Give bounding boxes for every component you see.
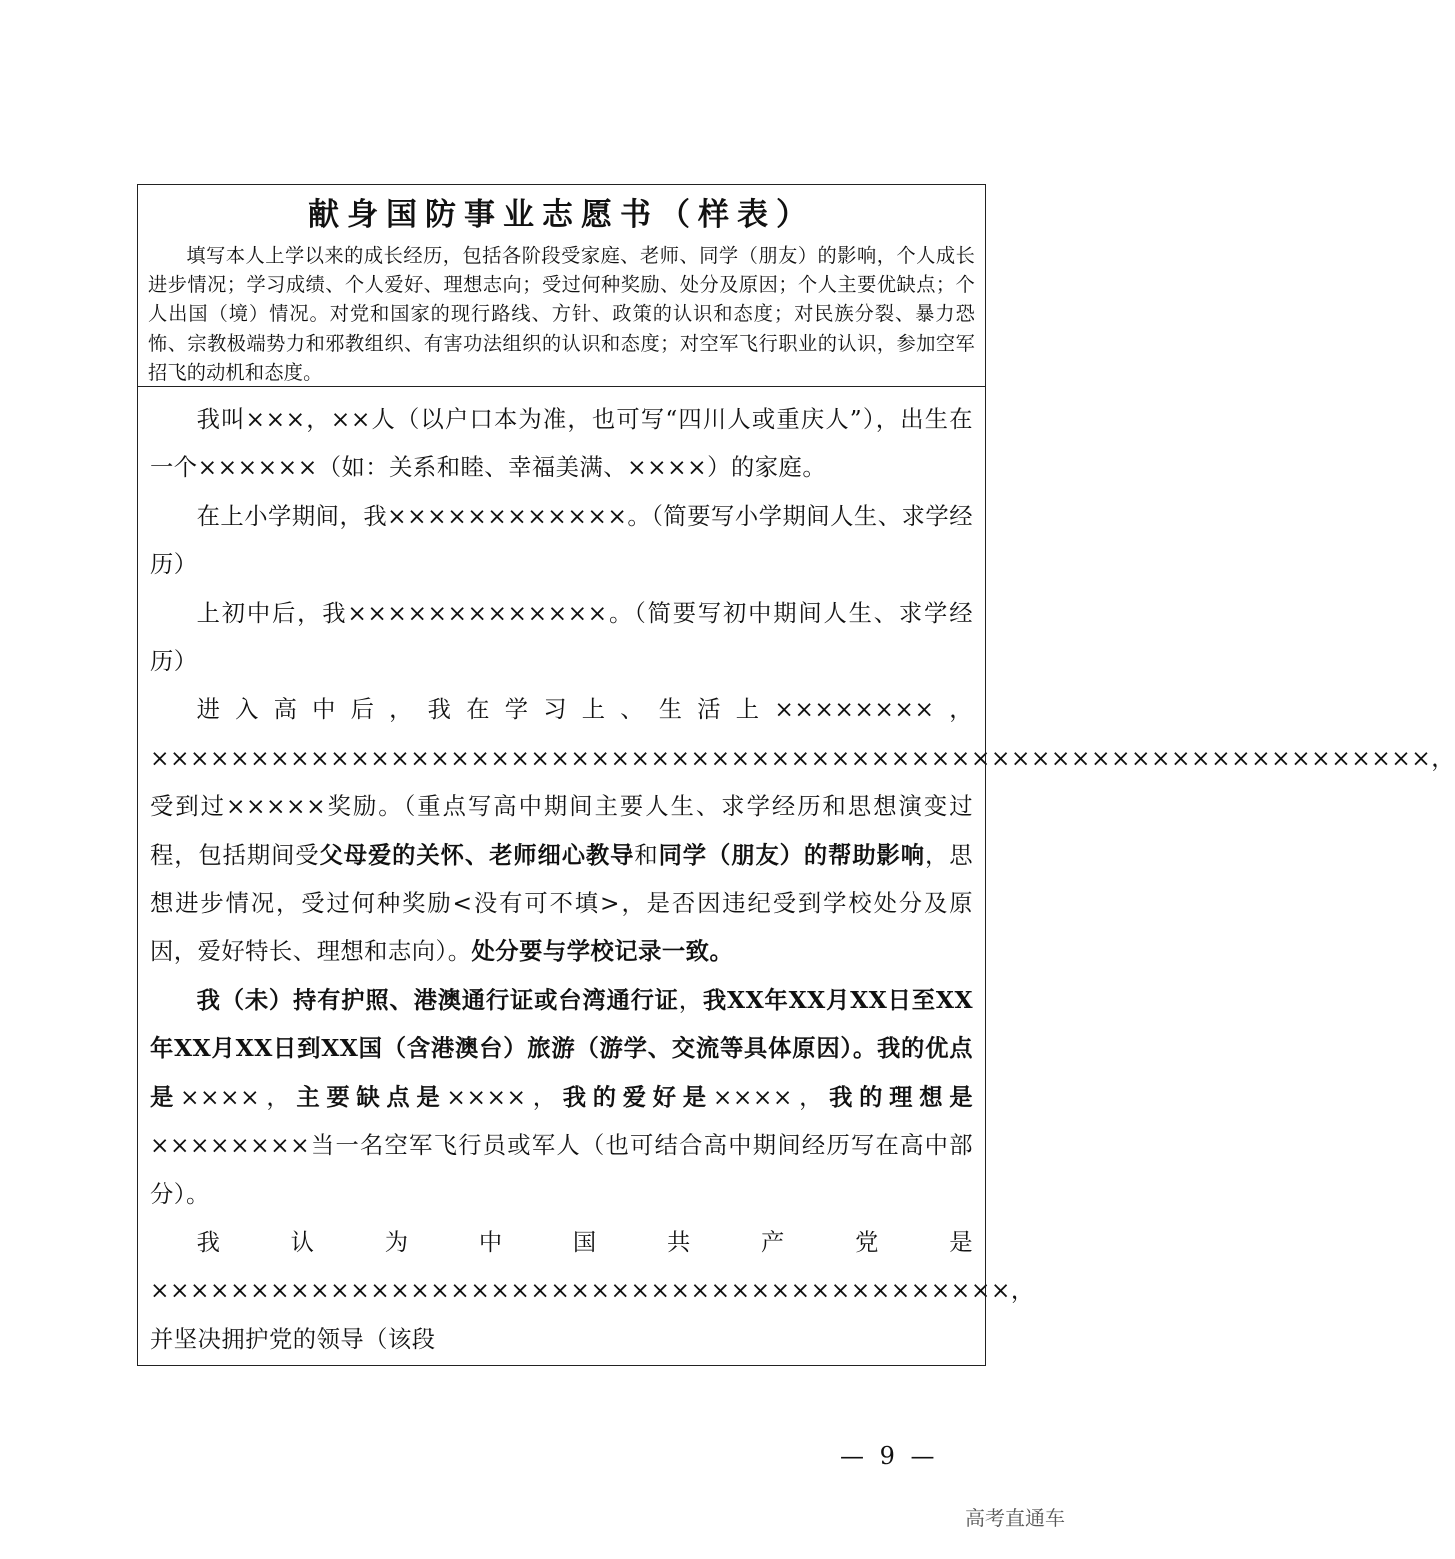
essay-paragraph-party: 我认为中国共产党是×××××××××××××××××××××××××××××××××××××××××××，并坚决拥护党的领导（该段 bbox=[150, 1228, 1035, 1353]
emphasis-parents: 父母爱的关怀 bbox=[319, 841, 465, 869]
watermark: 高考直通车 bbox=[965, 1506, 1065, 1530]
ideal-value: ××××××××当一名空军飞行员或军人（也可结合高中期间经历写在高中部分）。 bbox=[150, 1132, 973, 1208]
essay-paragraph-high-school bbox=[150, 686, 1455, 976]
form-header-cell bbox=[138, 185, 985, 387]
emphasis-separator: 、 bbox=[464, 841, 490, 869]
essay-paragraph-middle-school: 上初中后，我×××××××××××××。（简要写初中期间人生、求学经历） bbox=[150, 599, 973, 676]
page-number: — 9 — bbox=[840, 1442, 939, 1470]
strengths-label: 我的优点是 bbox=[150, 1035, 973, 1111]
weaknesses-value: ××××， bbox=[446, 1083, 563, 1111]
emphasis-teachers: 老师细心教导 bbox=[489, 841, 635, 869]
high-school-text-2: 和 bbox=[634, 841, 659, 869]
form-instructions: 填写本人上学以来的成长经历，包括各阶段受家庭、老师、同学（朋友）的影响，个人成长进步情况；学习成绩、个人爱好、理想志向；受过何种奖励、处分及原因；个人主要优缺点；个人出国（境）情况。对党和国家的现行路线、方针、政策的认识和态度；对民族分裂、暴力恐怖、宗教极端势力和邪教组织、有害功法组织的认识和态度；对空军飞行职业的认识，参加空军招飞的动机和态度。 bbox=[148, 244, 975, 384]
hobbies-label: 我的爱好是 bbox=[562, 1083, 713, 1111]
hobbies-value: ××××， bbox=[712, 1083, 830, 1111]
essay-paragraph-travel-and-traits bbox=[150, 977, 973, 1219]
essay-paragraph-family: 我叫×××，××人（以户口本为准，也可写“四川人或重庆人”），出生在一个××××××（如：关系和睦、幸福美满、××××）的家庭。 bbox=[150, 406, 973, 482]
high-school-text-1: 进入高中后，我在学习上、生活上××××××××，××××××××××××××××××××××××××××××××××××××××××××××××××××××××××××××××，受到过×××××奖励。（重点写高中期间主要人生、求学经历和思想演变过程，包括期间受 bbox=[150, 696, 1455, 869]
high-school-text-3: ，思想进步情况，受过何种奖励<没有可不填>，是否因违纪受到学校处分及原因，爱好特长、理想和志向）。 bbox=[150, 841, 974, 966]
form-title: 献身国防事业志愿书（样表） bbox=[308, 197, 815, 233]
travel-statement: 我XX年XX月XX日至XX年XX月XX日到XX国（含港澳台）旅游（游学、交流等具体原因）。 bbox=[150, 986, 974, 1063]
strengths-value: ××××， bbox=[180, 1083, 297, 1111]
passport-comma: ， bbox=[678, 986, 703, 1014]
emphasis-discipline-record: 处分要与学校记录一致。 bbox=[471, 938, 734, 966]
essay-paragraph-primary-school: 在上小学期间，我××××××××××××。（简要写小学期间人生、求学经历） bbox=[150, 502, 973, 579]
passport-statement: 我（未）持有护照、港澳通行证或台湾通行证 bbox=[196, 986, 679, 1014]
ideal-label: 我的理想是 bbox=[829, 1083, 974, 1111]
essay-body-cell bbox=[138, 387, 1455, 1365]
volunteer-form-table bbox=[137, 184, 1455, 1366]
emphasis-classmates: 同学（朋友）的帮助影响 bbox=[658, 841, 925, 869]
weaknesses-label: 主要缺点是 bbox=[296, 1083, 447, 1111]
